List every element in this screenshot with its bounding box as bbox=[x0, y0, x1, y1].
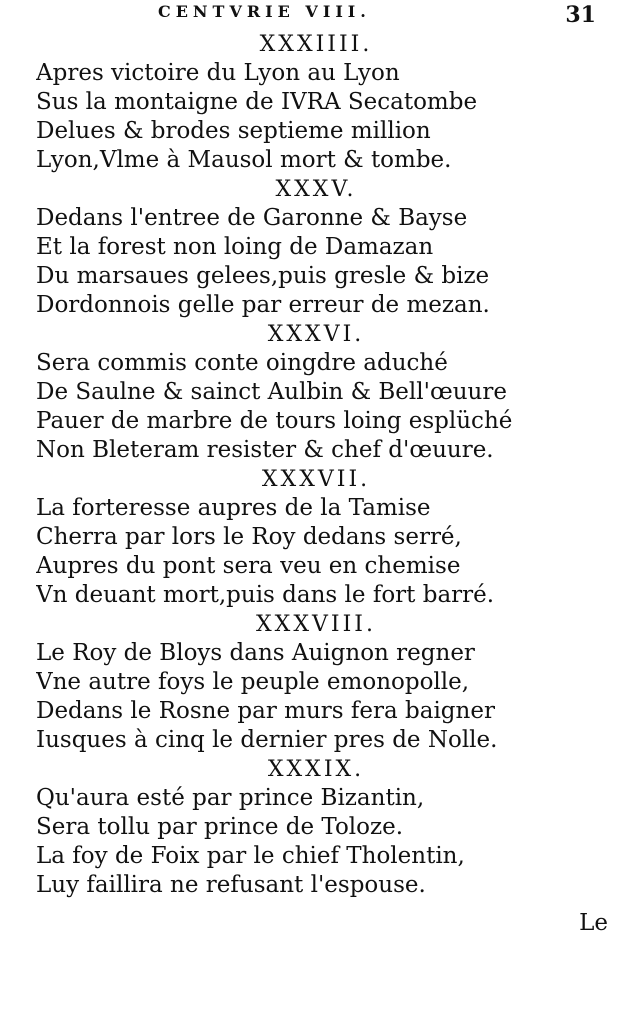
quatrain-38 bbox=[36, 610, 596, 755]
catchword: Le bbox=[579, 910, 608, 936]
verse-line: Sera commis conte oingdre aduché bbox=[36, 350, 448, 376]
verse-line: Vne autre foys le peuple emonopolle, bbox=[36, 669, 470, 695]
verse-line: Non Bleteram resister & chef d'œuure. bbox=[36, 437, 494, 463]
quatrain-list bbox=[36, 30, 596, 900]
quatrain-34 bbox=[36, 30, 596, 175]
quatrain-36 bbox=[36, 320, 596, 465]
running-head: CENTVRIE VIII. bbox=[158, 2, 371, 21]
quatrain-numeral: XXXVII. bbox=[261, 467, 371, 492]
verse-line: Sus la montaigne de IVRA Secatombe bbox=[36, 89, 478, 115]
verse-line: Le Roy de Bloys dans Auignon regner bbox=[36, 640, 475, 666]
verse-line: De Saulne & sainct Aulbin & Bell'œuure bbox=[36, 379, 507, 405]
verse-line: Cherra par lors le Roy dedans serré, bbox=[36, 524, 462, 550]
verse-line: Aupres du pont sera veu en chemise bbox=[36, 553, 461, 579]
verse-line: Delues & brodes septieme million bbox=[36, 118, 431, 144]
verse-line: Dordonnois gelle par erreur de mezan. bbox=[36, 292, 490, 318]
quatrain-35 bbox=[36, 175, 596, 320]
verse-line: Du marsaues gelees,puis gresle & bize bbox=[36, 263, 490, 289]
verse-line: Apres victoire du Lyon au Lyon bbox=[36, 60, 400, 86]
verse-line: Dedans l'entree de Garonne & Bayse bbox=[36, 205, 468, 231]
verse-line: Iusques à cinq le dernier pres de Nolle. bbox=[36, 727, 498, 753]
verse-line: Lyon,Vlme à Mausol mort & tombe. bbox=[36, 147, 452, 173]
verse-line: Luy faillira ne refusant l'espouse. bbox=[36, 872, 426, 898]
verse-line: Pauer de marbre de tours loing esplüché bbox=[36, 408, 513, 434]
quatrain-37 bbox=[36, 465, 596, 610]
quatrain-39 bbox=[36, 755, 596, 900]
quatrain-numeral: XXXVIII. bbox=[256, 612, 376, 637]
page-number: 31 bbox=[565, 2, 596, 28]
quatrain-numeral: XXXIIII. bbox=[259, 32, 373, 57]
quatrain-numeral: XXXIX. bbox=[267, 757, 365, 782]
verse-line: Sera tollu par prince de Toloze. bbox=[36, 814, 404, 840]
verse-line: Dedans le Rosne par murs fera baigner bbox=[36, 698, 495, 724]
verse-line: Qu'aura esté par prince Bizantin, bbox=[36, 785, 425, 811]
quatrain-numeral: XXXVI. bbox=[267, 322, 365, 347]
verse-line: La forteresse aupres de la Tamise bbox=[36, 495, 431, 521]
quatrain-numeral: XXXV. bbox=[275, 177, 357, 202]
verse-line: Et la forest non loing de Damazan bbox=[36, 234, 434, 260]
verse-line: La foy de Foix par le chief Tholentin, bbox=[36, 843, 465, 869]
verse-line: Vn deuant mort,puis dans le fort barré. bbox=[36, 582, 495, 608]
